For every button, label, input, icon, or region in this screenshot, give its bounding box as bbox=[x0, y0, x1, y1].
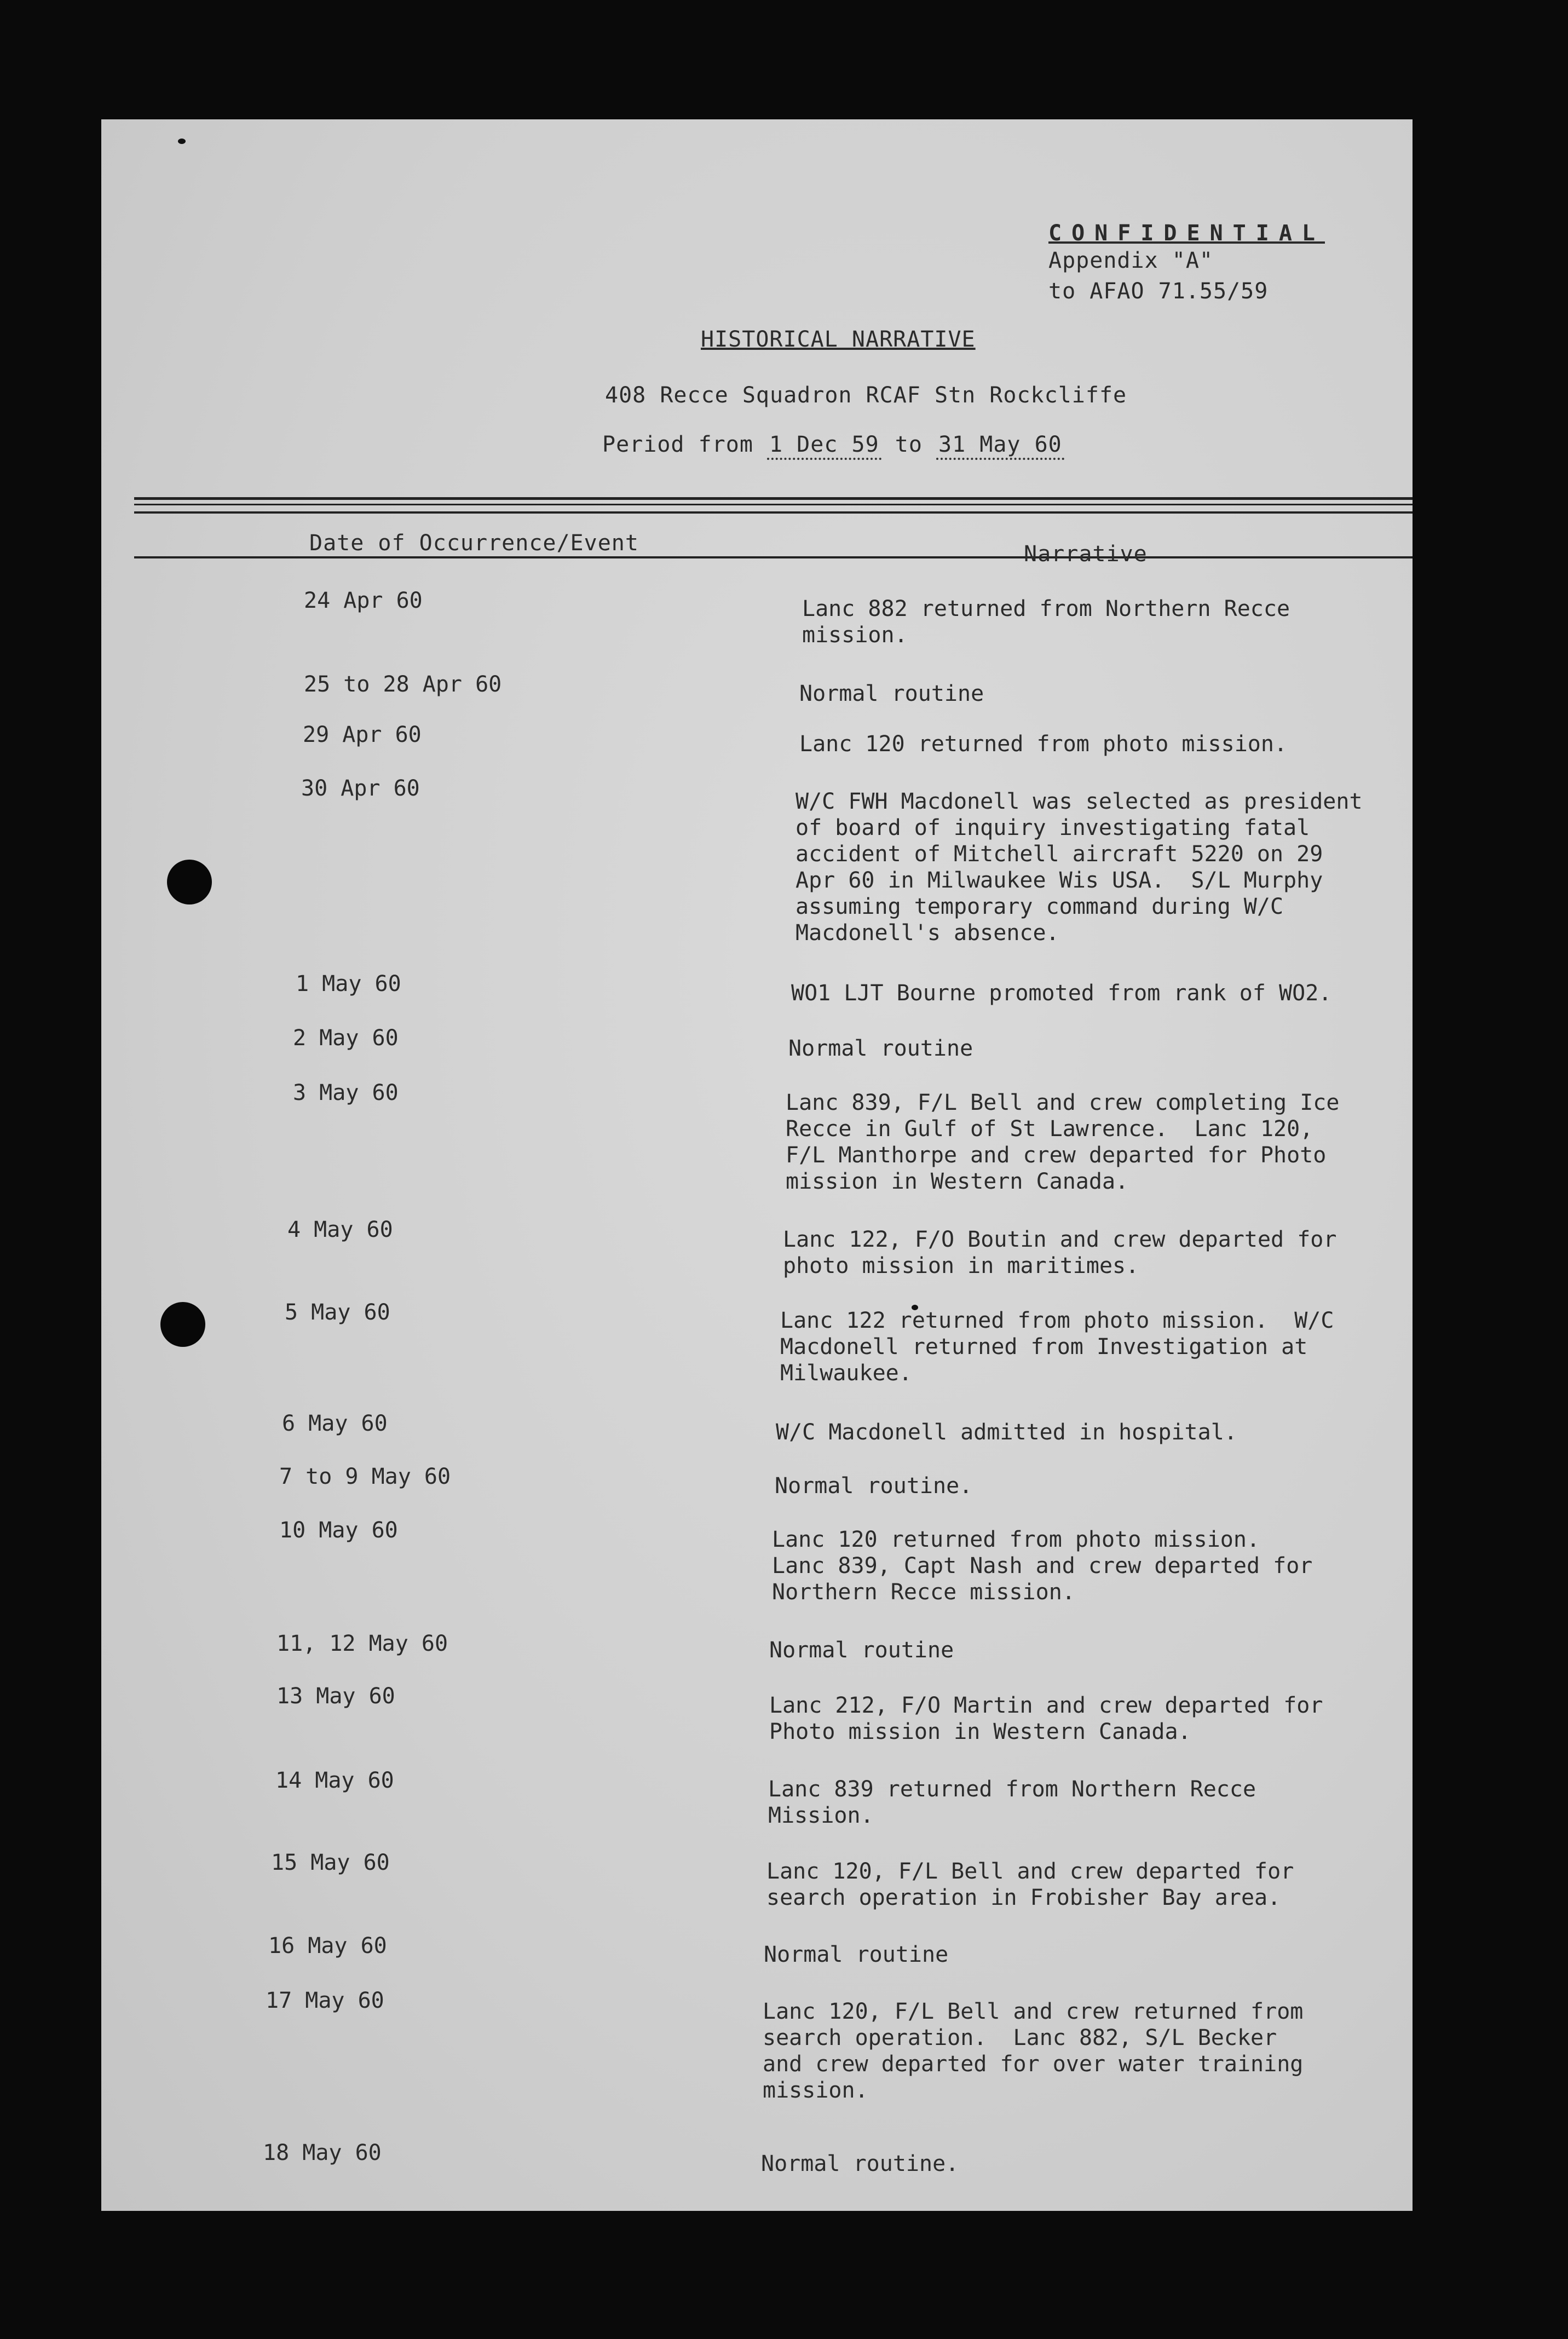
entry-narrative: Lanc 120 returned from photo mission. Lanc 839, Capt Nash and crew departed for Northern Recce mission. bbox=[772, 1527, 1313, 1605]
entry-date: 11, 12 May 60 bbox=[276, 1631, 448, 1656]
confidential-stamp: CONFIDENTIAL bbox=[1048, 221, 1325, 246]
header-rule-top-2 bbox=[134, 504, 1413, 505]
entry-date: 25 to 28 Apr 60 bbox=[304, 672, 502, 697]
period-to-value: 31 May 60 bbox=[936, 431, 1064, 460]
entry-narrative: Lanc 882 returned from Northern Recce mission. bbox=[802, 596, 1290, 648]
appendix-label: Appendix "A" bbox=[1048, 248, 1213, 273]
entry-date: 7 to 9 May 60 bbox=[279, 1464, 451, 1489]
entry-narrative: Normal routine bbox=[769, 1638, 954, 1663]
entry-narrative: Normal routine bbox=[799, 681, 984, 706]
entry-narrative: WO1 LJT Bourne promoted from rank of WO2. bbox=[791, 981, 1332, 1006]
entry-narrative: W/C Macdonell admitted in hospital. bbox=[776, 1420, 1237, 1445]
entry-date: 3 May 60 bbox=[293, 1080, 399, 1105]
column-header-narrative: Narrative bbox=[1024, 541, 1148, 567]
entry-date: 15 May 60 bbox=[271, 1850, 390, 1875]
entry-date: 14 May 60 bbox=[275, 1768, 394, 1793]
entry-narrative: Lanc 839 returned from Northern Recce Mission. bbox=[768, 1777, 1256, 1828]
entry-date: 30 Apr 60 bbox=[301, 776, 420, 801]
entry-narrative: Lanc 122 returned from photo mission. W/C Macdonell returned from Investigation at Milwaukee. bbox=[780, 1308, 1334, 1386]
entry-date: 1 May 60 bbox=[296, 971, 401, 996]
entry-narrative: Normal routine. bbox=[775, 1473, 973, 1499]
entry-date: 29 Apr 60 bbox=[303, 722, 422, 747]
column-header-rule bbox=[134, 556, 1413, 558]
period-from-label: Period from bbox=[602, 432, 753, 457]
entry-date: 4 May 60 bbox=[287, 1217, 393, 1242]
header-rule-top-3 bbox=[134, 511, 1413, 514]
ink-speck bbox=[178, 139, 186, 144]
page-title: HISTORICAL NARRATIVE bbox=[701, 327, 976, 352]
punch-hole-lower bbox=[160, 1302, 205, 1347]
reference-label: to AFAO 71.55/59 bbox=[1048, 279, 1269, 304]
entry-narrative: Normal routine bbox=[788, 1036, 973, 1061]
entry-date: 10 May 60 bbox=[279, 1518, 398, 1543]
entry-date: 5 May 60 bbox=[285, 1300, 390, 1325]
entry-narrative: Normal routine. bbox=[761, 2151, 959, 2176]
period-line bbox=[602, 431, 1064, 460]
document-page bbox=[101, 119, 1413, 2211]
entry-narrative: Normal routine bbox=[764, 1942, 949, 1967]
entry-date: 17 May 60 bbox=[266, 1988, 384, 2013]
entry-date: 2 May 60 bbox=[293, 1026, 399, 1051]
entry-narrative: Lanc 120, F/L Bell and crew departed for search operation in Frobisher Bay area. bbox=[766, 1859, 1294, 1910]
unit-name: 408 Recce Squadron RCAF Stn Rockcliffe bbox=[605, 383, 1127, 408]
entry-narrative: Lanc 839, F/L Bell and crew completing Ice Recce in Gulf of St Lawrence. Lanc 120, F/L Manthorpe and crew departed for Photo mission in Western Canada. bbox=[786, 1090, 1340, 1194]
entry-date: 18 May 60 bbox=[263, 2140, 382, 2165]
entry-date: 6 May 60 bbox=[282, 1411, 388, 1436]
period-from-value: 1 Dec 59 bbox=[767, 431, 881, 460]
entry-date: 13 May 60 bbox=[276, 1684, 395, 1709]
entry-narrative: Lanc 122, F/O Boutin and crew departed for photo mission in maritimes. bbox=[783, 1227, 1337, 1278]
entry-date: 24 Apr 60 bbox=[304, 588, 423, 613]
period-to-label: to bbox=[895, 432, 923, 457]
punch-hole-upper bbox=[167, 860, 212, 905]
entry-narrative: Lanc 120 returned from photo mission. bbox=[799, 731, 1288, 757]
entry-date: 16 May 60 bbox=[268, 1933, 387, 1958]
entry-narrative: Lanc 212, F/O Martin and crew departed for Photo mission in Western Canada. bbox=[769, 1693, 1323, 1744]
entry-narrative: Lanc 120, F/L Bell and crew returned from search operation. Lanc 882, S/L Becker and crew departed for over water training mission. bbox=[763, 1999, 1304, 2103]
column-header-date: Date of Occurrence/Event bbox=[309, 531, 639, 556]
header-rule-top bbox=[134, 497, 1413, 500]
entry-narrative: W/C FWH Macdonell was selected as president of board of inquiry investigating fatal accident of Mitchell aircraft 5220 on 29 Apr 60 in Milwaukee Wis USA. S/L Murphy assuming temporary command during W/C Macdonell's absence. bbox=[795, 789, 1363, 946]
